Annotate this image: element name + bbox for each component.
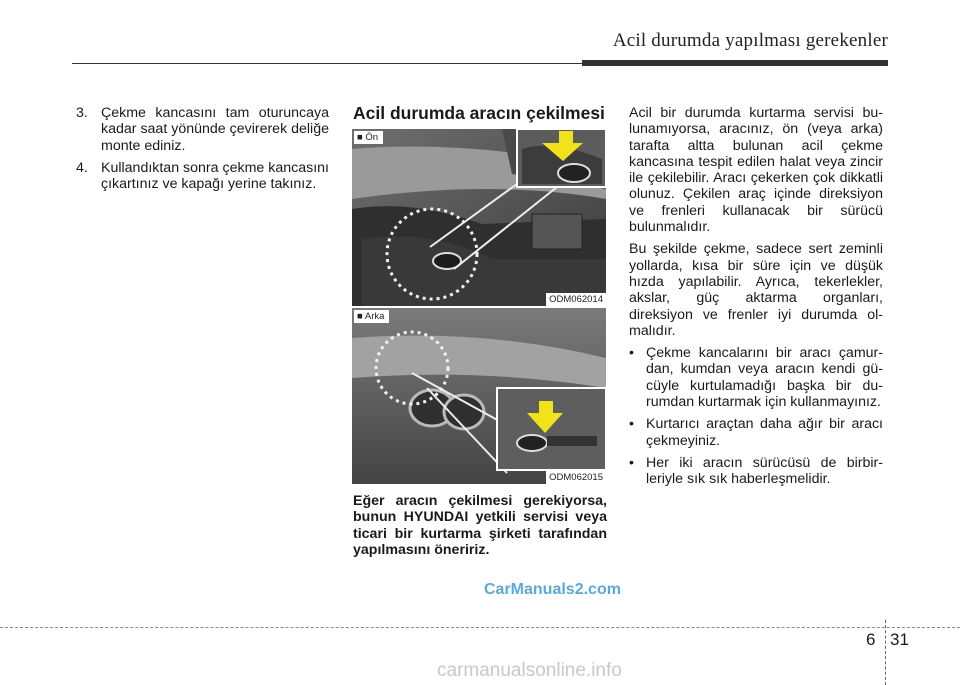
list-item [629,416,883,449]
list-item-text: Her iki aracın sürücüsü de birbirleriyle sık sık haberleşmelidir. [646,454,883,488]
header-rule [72,63,582,64]
bullet-icon: • [629,416,634,433]
step-3 [76,105,329,154]
figure-label-text: Ön [365,132,379,143]
bullet-icon: • [629,454,634,471]
footer-vertical-divider [885,620,886,685]
warning-list [629,345,883,487]
watermark-link[interactable]: CarManuals2.com [484,581,621,598]
list-item [629,345,883,410]
step-number: 4. [76,159,88,176]
bullet-icon: • [629,345,634,362]
front-tow-hook-figure [352,129,606,306]
figure-label: ■ Arka [354,310,389,323]
header-rule-bold [582,60,888,66]
step-4 [76,160,329,193]
footer-divider [0,627,960,628]
rear-bumper-illustration [352,308,606,484]
list-item-text: Çekme kancalarını bir aracı çamurdan, kumdan veya aracın kendi gücüyle kurtulamadığı başka bir durumdan kurtarmak için kullanmayınız. [646,345,883,411]
figure-label: ■ Ön [354,131,383,144]
step-number: 3. [76,105,88,121]
section-title: Acil durumda aracın çekilmesi [353,103,605,123]
rear-tow-hook-figure [352,308,606,484]
list-item [629,455,883,488]
paragraph-towing-conditions: Bu şekilde çekme, sadece sert zeminli yollarda, kısa bir süre için ve düşük hızda yapılabilir. Ayrıca, tekerlekler, akslar, güç aktarma organları, direksiyon ve frenler iyi durumda olmalıdır. [629,241,883,339]
left-column [76,105,329,198]
recommendation-note: Eğer aracın çekilmesi gerekiyorsa, bunun HYUNDAI yetkili servisi veya ticari bir kurtarma şirketi tarafından yapılmasını öneririz. [353,493,607,558]
step-text: Kullandıktan sonra çekme kancasını çıkartınız ve kapağı yerine takınız. [101,159,329,193]
page-number: 31 [890,630,909,649]
step-text: Çekme kancasını tam oturuncaya kadar saat yönünde çevirerek deliğe monte ediniz. [101,105,329,154]
footer-site-watermark: carmanualsonline.info [437,660,622,681]
figure-code: ODM062014 [546,293,606,306]
right-column [629,105,883,494]
page-header-title: Acil durumda yapılması gerekenler [612,30,888,51]
paragraph-emergency-towing: Acil bir durumda kurtarma servisi bulunamıyorsa, aracınız, ön (veya arka) tarafta altta bulunan acil çekme kancasına tespit edilen halat veya zincir ile çekilebilir. Aracı çekerken çok dikkatli olunuz. Çekilen araç içinde direksiyon ve frenleri kullanacak bir sürücü bulunmalıdır. [629,105,883,236]
front-bumper-illustration [352,129,606,306]
figure-code: ODM062015 [546,471,606,484]
list-item-text: Kurtarıcı araçtan daha ağır bir aracı çekmeyiniz. [646,416,883,449]
chapter-number: 6 [866,630,876,649]
figure-label-text: Arka [364,311,385,322]
